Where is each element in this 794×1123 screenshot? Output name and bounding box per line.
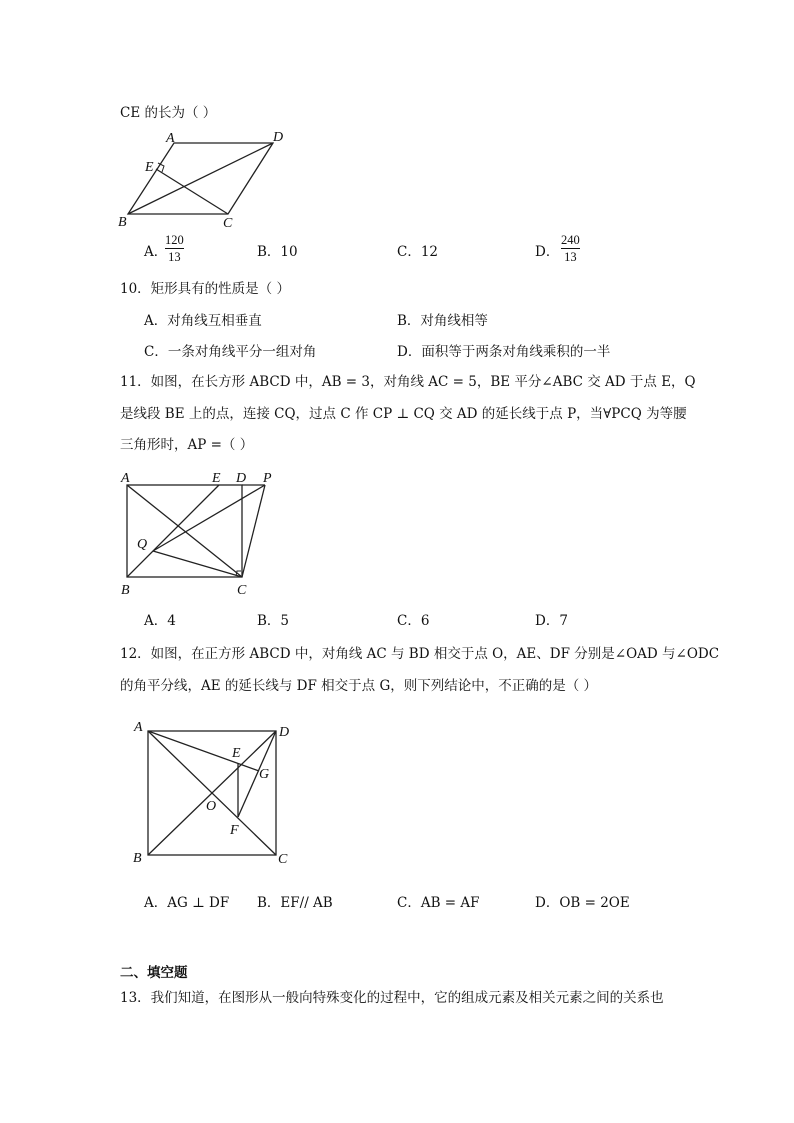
q9-label-c: C: [223, 216, 233, 231]
q10-option-b: B．对角线相等: [397, 313, 488, 329]
q11-label-c: C: [237, 583, 247, 598]
q12-stem-line1: 12．如图，在正方形 ABCD 中，对角线 AC 与 BD 相交于点 O，AE、DF 分别是∠OAD 与∠ODC: [120, 646, 720, 662]
q9-option-b: B．10: [257, 244, 298, 260]
q11-stem-line2: 是线段 BE 上的点，连接 CQ，过点 C 作 CP ⊥ CQ 交 AD 的延长线于点 P，当∀PCQ 为等腰: [120, 406, 687, 422]
q9-label-e: E: [145, 160, 154, 175]
q12-option-a: A．AG ⊥ DF: [144, 895, 230, 911]
q12-label-d: D: [279, 725, 290, 740]
q11-option-b: B．5: [257, 613, 290, 629]
q11-label-d: D: [236, 471, 247, 486]
section-heading: 二、填空题: [120, 965, 188, 981]
q11-label-q: Q: [137, 537, 148, 552]
q12-label-o: O: [206, 799, 217, 814]
q10-option-d: D．面积等于两条对角线乘积的一半: [397, 344, 611, 360]
q9-option-c: C．12: [397, 244, 439, 260]
q9-option-a-denominator: 13: [168, 250, 181, 264]
q10-option-c: C．一条对角线平分一组对角: [144, 344, 317, 360]
q11-label-p: P: [263, 471, 272, 486]
q11-stem-line3: 三角形时，AP =（ ）: [120, 437, 254, 453]
q12-option-c: C．AB = AF: [397, 895, 480, 911]
q10-option-a: A．对角线互相垂直: [144, 313, 262, 329]
q12-label-f: F: [230, 823, 239, 838]
q9-label-b: B: [118, 215, 127, 230]
q12-label-c: C: [278, 852, 288, 867]
q13-stem: 13．我们知道，在图形从一般向特殊变化的过程中，它的组成元素及相关元素之间的关系也: [120, 990, 664, 1006]
q11-option-a: A．4: [144, 613, 176, 629]
q11-option-d: D．7: [535, 613, 568, 629]
q12-label-a: A: [134, 720, 143, 735]
q9-stem-tail: CE 的长为（ ）: [120, 105, 217, 121]
q10-stem: 10．矩形具有的性质是（ ）: [120, 281, 290, 297]
q9-option-a-numerator: 120: [165, 233, 184, 247]
q12-label-g: G: [259, 767, 270, 782]
q9-option-a-label: A．: [144, 244, 168, 260]
q9-label-d: D: [273, 130, 284, 145]
q9-option-d-label: D．: [535, 244, 560, 260]
q9-option-d-denominator: 13: [564, 250, 577, 264]
q11-option-c: C．6: [397, 613, 430, 629]
q9-label-a: A: [166, 131, 175, 146]
q12-stem-line2: 的角平分线，AE 的延长线与 DF 相交于点 G，则下列结论中，不正确的是（ ）: [120, 678, 598, 694]
q12-option-b: B．EF// AB: [257, 895, 333, 911]
q9-option-d-numerator: 240: [561, 233, 580, 247]
q11-label-a: A: [121, 471, 130, 486]
q11-label-e: E: [212, 471, 221, 486]
q12-option-d: D．OB = 2OE: [535, 895, 630, 911]
q12-label-e: E: [232, 746, 241, 761]
q11-label-b: B: [121, 583, 130, 598]
q11-stem-line1: 11．如图，在长方形 ABCD 中，AB = 3，对角线 AC = 5，BE 平分∠ABC 交 AD 于点 E，Q: [120, 374, 696, 390]
q12-label-b: B: [133, 851, 142, 866]
